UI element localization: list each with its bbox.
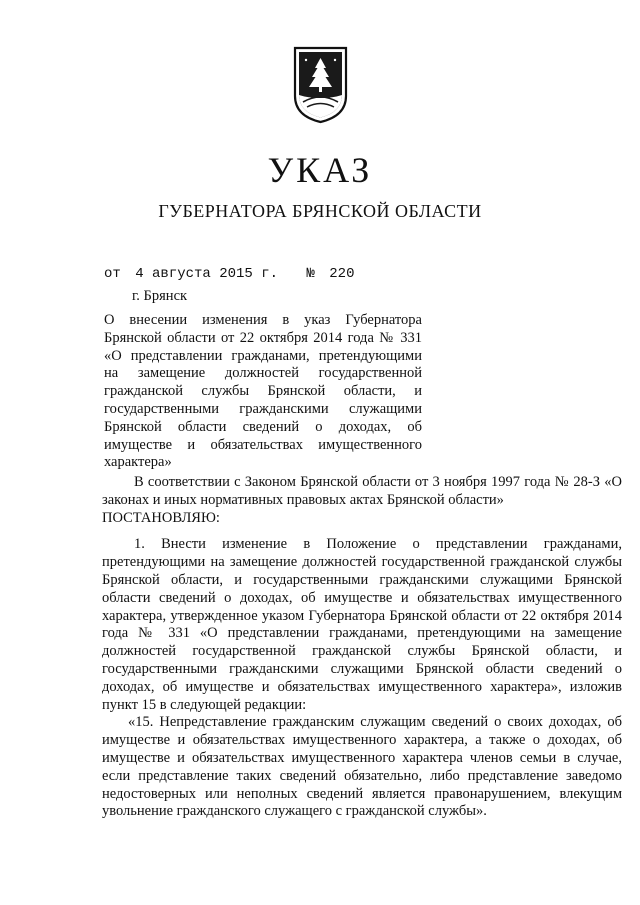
preamble-paragraph: В соответствии с Законом Брянской области от 3 ноября 1997 года № 28-З «О законах и иных нормативных правовых актах Брянской области»	[102, 474, 622, 508]
date-prefix: от	[104, 266, 121, 282]
document-title: УКАЗ	[267, 150, 373, 190]
date-number-line	[104, 266, 354, 282]
decree-word: ПОСТАНОВЛЯЮ:	[102, 509, 220, 526]
document-date: 4 августа 2015 г.	[135, 266, 279, 282]
document-subject: О внесении изменения в указ Губернатора Брянской области от 22 октября 2014 года № 331 «О представлении гражданами, претендующими на замещение должностей государственной гражданской службы Брянской области, и государственными гражданскими служащими Брянской области сведений о доходах, об имуществе и обязательствах имущественного характера»	[104, 312, 422, 471]
item-1-paragraph: 1. Внести изменение в Положение о представлении гражданами, претендующими на замещение должностей государственной гражданской службы Брянской области, и государственными гражданскими служащими Брянской области сведений о доходах, об имуществе и обязательствах имущественного характера, утвержденное указом Губернатора Брянской области от 22 октября 2014 года № 331 «О представлении гражданами, претендующими на замещение должностей государственной гражданской службы Брянской области, и государственными гражданскими служащими Брянской области сведений о доходах, об имуществе и обязательствах имущественного характера», изложив пункт 15 в следующей редакции:	[102, 536, 622, 713]
city-label: г. Брянск	[132, 288, 188, 304]
item-15-paragraph: «15. Непредставление гражданским служащим сведений о своих доходах, об имуществе и обязательствах имущественного характера, а также о доходах, об имуществе и обязательствах имущественного характера членов семьи в случае, если представление таких сведений обязательно, либо представление заведомо недостоверных или неполных сведений является правонарушением, влекущим увольнение гражданского служащего с гражданской службы».	[102, 714, 622, 820]
document-subtitle: ГУБЕРНАТОРА БРЯНСКОЙ ОБЛАСТИ	[158, 201, 482, 221]
document-number: 220	[329, 266, 355, 282]
bryansk-coat-of-arms-icon	[293, 46, 348, 124]
document-body	[102, 474, 622, 821]
number-sign: №	[306, 266, 315, 282]
